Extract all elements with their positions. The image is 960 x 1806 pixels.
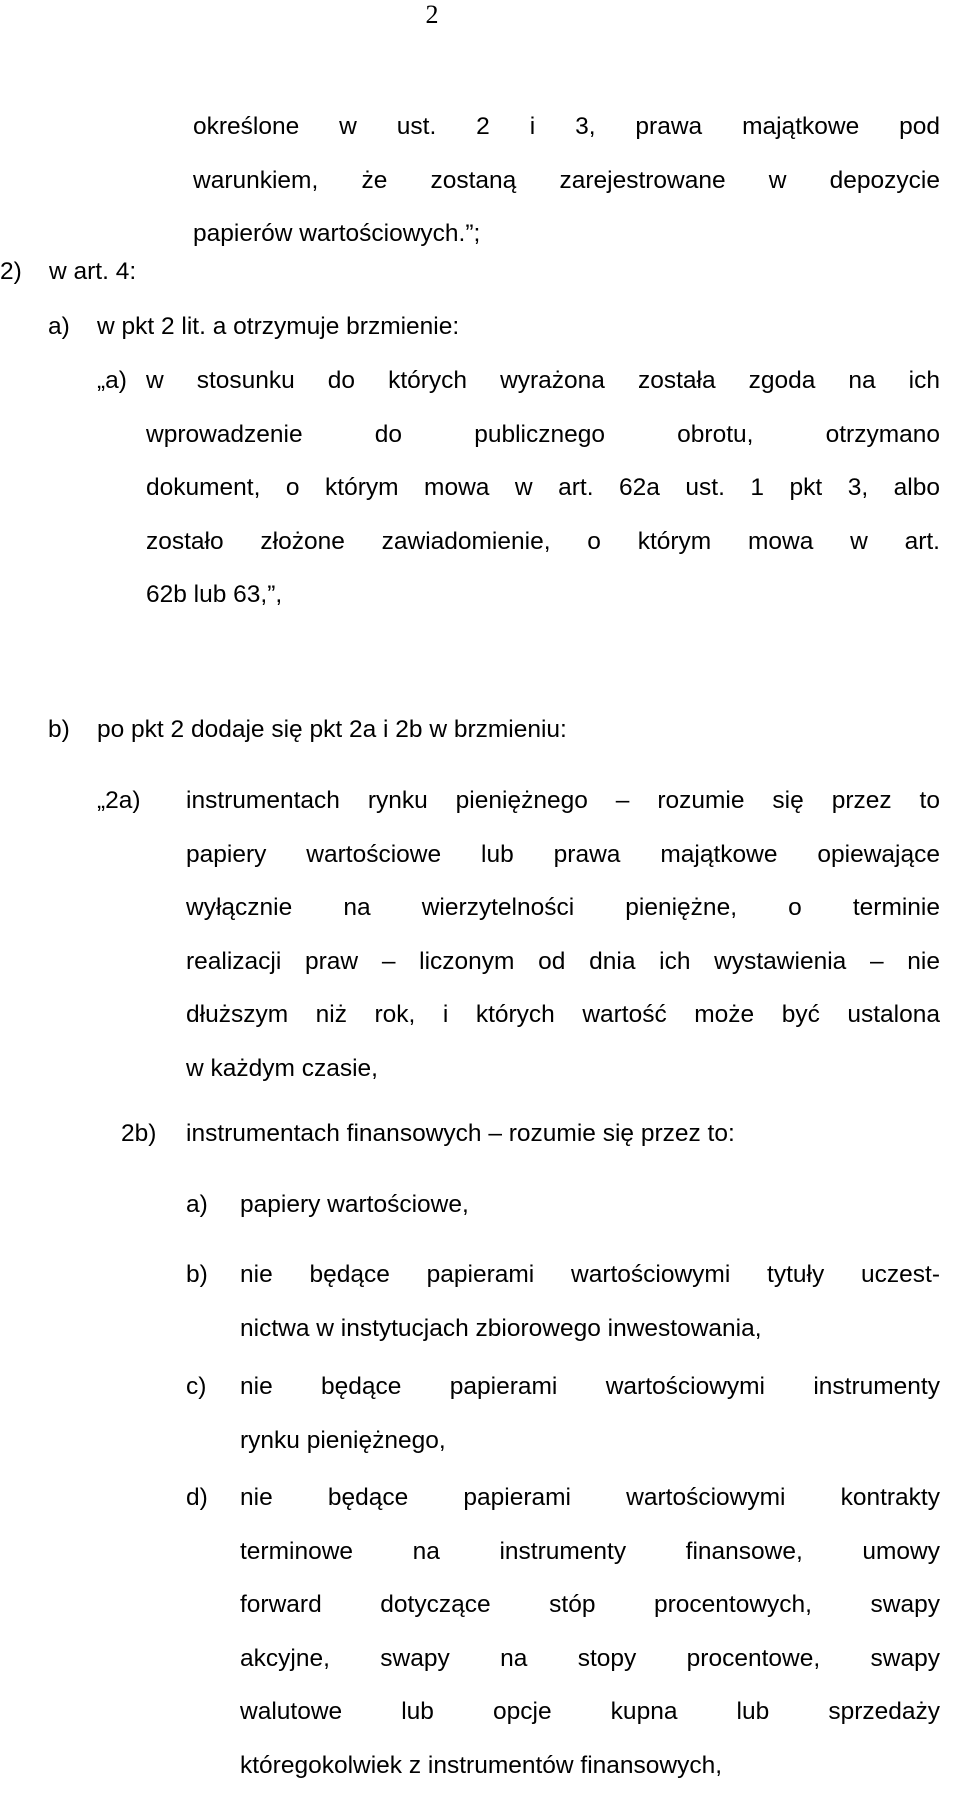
page-number: 2 [425,0,439,29]
text-line: określone w ust. 2 i 3, prawa majątkowe pod [193,113,940,140]
def-2b-label: 2b) [121,1120,157,1147]
sub-c-label: c) [186,1373,207,1400]
text-line: wyłącznie na wierzytelności pieniężne, o terminie [186,894,940,921]
def-2b-text: instrumentach finansowych – rozumie się przez to: [186,1120,735,1147]
text-line: wprowadzenie do publicznego obrotu, otrzymano [146,420,940,448]
list-label: a) [48,313,70,340]
text-line: walutowe lub opcje kupna lub sprzedaży [240,1698,940,1725]
list-text: w art. 4: [49,258,137,285]
quote-a-paragraph [146,354,940,622]
text-line: nie będące papierami wartościowymi instrumenty [240,1373,940,1400]
def-2a-label: „2a) [97,787,141,814]
text-line: nictwa w instytucjach zbiorowego inwestowania, [240,1314,762,1342]
text-line: w stosunku do których wyrażona została zgoda na ich [146,367,940,394]
text-line: terminowe na instrumenty finansowe, umowy [240,1537,940,1565]
text-line: papiery wartościowe lub prawa majątkowe opiewające [186,840,940,868]
text-line: rynku pieniężnego, [240,1426,446,1454]
sub-c-paragraph [240,1360,940,1467]
text-line: forward dotyczące stóp procentowych, swapy [240,1591,940,1618]
text-line: akcyjne, swapy na stopy procentowe, swapy [240,1644,940,1672]
text-line: zostało złożone zawiadomienie, o którym mowa w art. [146,527,940,555]
text-line: papierów wartościowych.”; [193,220,481,247]
text-line: warunkiem, że zostaną zarejestrowane w depozycie [193,166,940,194]
text-line: nie będące papierami wartościowymi kontrakty [240,1484,940,1511]
text-line: któregokolwiek z instrumentów finansowych, [240,1751,723,1779]
text-line: dokument, o którym mowa w art. 62a ust. 1 pkt 3, albo [146,474,940,501]
text-line: w każdym czasie, [186,1054,378,1082]
text-line: instrumentach rynku pieniężnego – rozumie się przez to [186,787,940,814]
text-line: 62b lub 63,”, [146,581,283,608]
sub-d-label: d) [186,1484,208,1511]
text-line: nie będące papierami wartościowymi tytuły uczest- [240,1261,940,1288]
text-line: dłuższym niż rok, i których wartość może być ustalona [186,1001,940,1028]
list-text: po pkt 2 dodaje się pkt 2a i 2b w brzmieniu: [97,716,567,743]
list-label: 2) [0,258,22,285]
quote-a-label: „a) [97,367,127,394]
list-label: b) [48,716,70,743]
sub-a-paragraph [240,1178,940,1232]
intro-paragraph [193,100,940,261]
text-line: realizacji praw – liczonym od dnia ich wystawienia – nie [186,947,940,975]
sub-b-paragraph [240,1248,940,1355]
sub-a-label: a) [186,1191,208,1218]
sub-d-paragraph [240,1471,940,1792]
sub-b-label: b) [186,1261,208,1288]
list-text: w pkt 2 lit. a otrzymuje brzmienie: [97,313,460,340]
def-2a-paragraph [186,774,940,1095]
text-line: papiery wartościowe, [240,1191,469,1218]
